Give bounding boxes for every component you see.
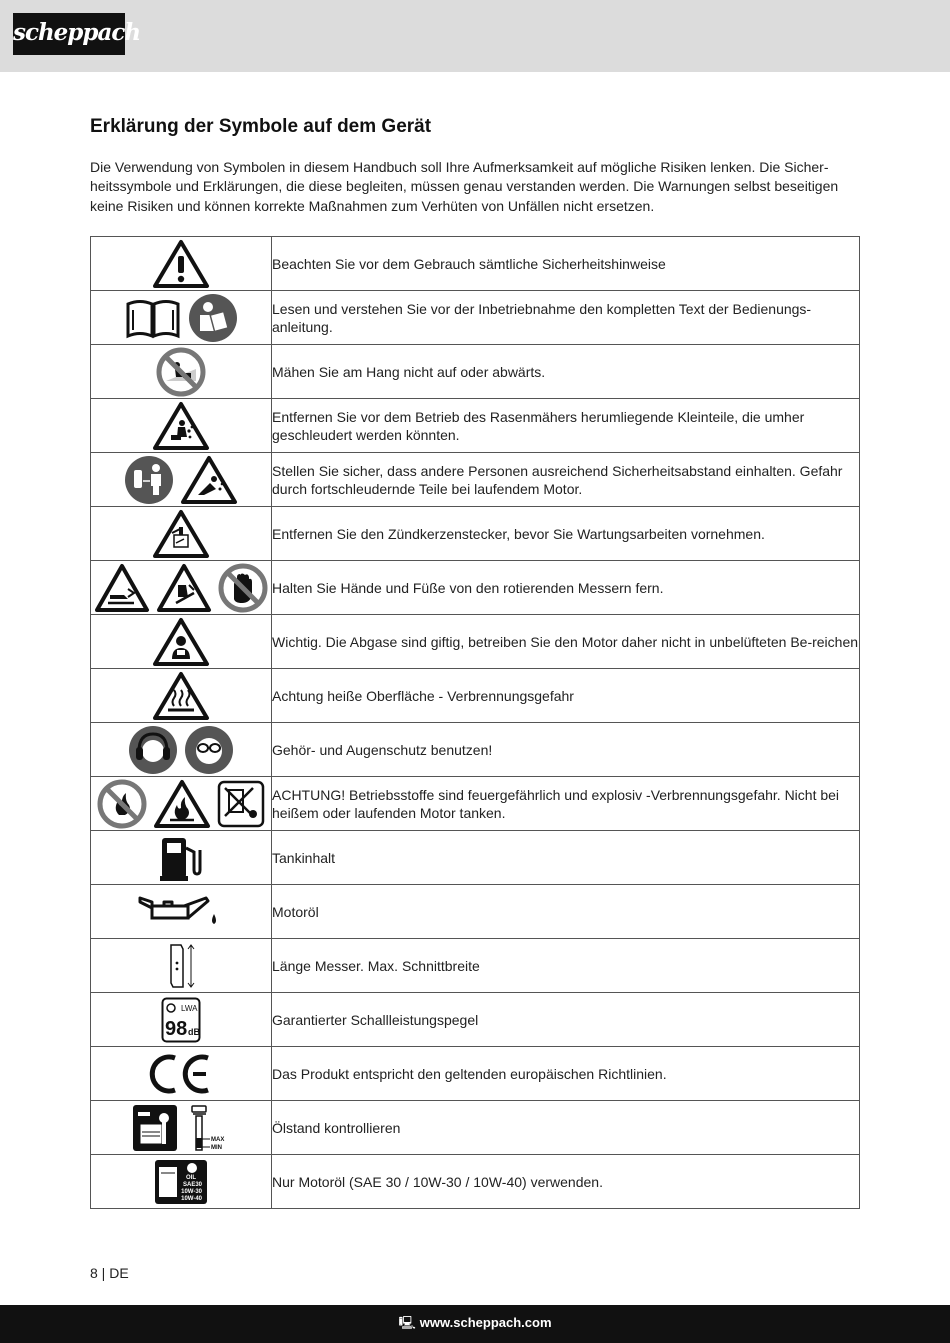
keep-distance-icon — [124, 455, 174, 505]
row-text: ACHTUNG! Betriebsstoffe sind feuergefährlich und explosiv -Verbrennungsgefahr. Nicht bei heißem oder laufenden Motor tanken. — [272, 777, 860, 831]
row-text: Stellen Sie sicher, dass andere Personen ausreichend Sicherheitsabstand einhalten. Gefahr durch fortschleudernde Teile bei laufendem Motor. — [272, 453, 860, 507]
table-row — [91, 777, 860, 831]
row-text: Ölstand kontrollieren — [272, 1101, 860, 1155]
table-row — [91, 723, 860, 777]
table-row — [91, 291, 860, 345]
table-row — [91, 939, 860, 993]
dipstick-min-label: MIN — [211, 1144, 223, 1151]
table-row — [91, 1155, 860, 1209]
toxic-fumes-warning-icon — [152, 617, 210, 667]
table-row — [91, 1047, 860, 1101]
blade-length-icon — [161, 941, 201, 991]
warning-triangle-icon — [152, 239, 210, 289]
oil-10w40: 10W-40 — [181, 1195, 202, 1202]
page-title: Erklärung der Symbole auf dem Gerät — [90, 116, 432, 137]
row-text: Länge Messer. Max. Schnittbreite — [272, 939, 860, 993]
row-text: Mähen Sie am Hang nicht auf oder abwärts. — [272, 345, 860, 399]
fuel-pump-icon — [158, 834, 204, 882]
sound-value: 98 — [165, 1017, 188, 1040]
table-row — [91, 453, 860, 507]
table-row — [91, 1101, 860, 1155]
hot-surface-warning-icon — [152, 671, 210, 721]
no-refuel-running-icon — [217, 780, 265, 828]
ear-protection-icon — [128, 725, 178, 775]
flammable-warning-icon — [153, 779, 211, 829]
table-row — [91, 345, 860, 399]
page-number: 8 | DE — [90, 1265, 129, 1281]
table-row — [91, 993, 860, 1047]
sound-label: LWA — [181, 1003, 198, 1013]
read-manual-icon — [188, 293, 238, 343]
oil-check-icon — [132, 1104, 178, 1152]
website-link[interactable]: www.scheppach.com — [419, 1315, 552, 1330]
table-row — [91, 885, 860, 939]
no-hands-icon — [218, 563, 268, 613]
row-text: Entfernen Sie vor dem Betrieb des Rasenmähers herumliegende Kleinteile, die umher geschleudert werden könnten. — [272, 399, 860, 453]
intro-paragraph: Die Verwendung von Symbolen in diesem Handbuch soll Ihre Aufmerksamkeit auf mögliche Risiken lenken. Die Sicher-heitssymbole und Erklärungen, die diese begleiten, müssen genau verstanden werden. Die Warnungen selbst beseitigen keine Risiken und können korrekte Maßnahmen zum Verhüten von Unfällen nicht ersetzen. — [90, 159, 839, 214]
row-text: Beachten Sie vor dem Gebrauch sämtliche Sicherheitshinweise — [272, 237, 860, 291]
open-book-icon — [124, 296, 182, 340]
symbols-table — [90, 236, 860, 1209]
oil-label: OIL — [186, 1174, 196, 1181]
table-row — [91, 831, 860, 885]
brand-logo: scheppach — [13, 13, 125, 55]
row-text: Gehör- und Augenschutz benutzen! — [272, 723, 860, 777]
flying-parts-warning-icon — [180, 455, 238, 505]
header-band — [0, 0, 950, 72]
spark-plug-warning-icon — [152, 509, 210, 559]
row-text: Entfernen Sie den Zündkerzenstecker, bevor Sie Wartungsarbeiten vornehmen. — [272, 507, 860, 561]
row-text: Nur Motoröl (SAE 30 / 10W-30 / 10W-40) verwenden. — [272, 1155, 860, 1209]
blade-hand-warning-icon — [156, 563, 212, 613]
table-row — [91, 507, 860, 561]
dipstick-icon — [184, 1104, 230, 1152]
oil-type-icon — [154, 1159, 208, 1205]
row-text: Das Produkt entspricht den geltenden europäischen Richtlinien. — [272, 1047, 860, 1101]
row-text: Achtung heiße Oberfläche - Verbrennungsgefahr — [272, 669, 860, 723]
debris-warning-icon — [152, 401, 210, 451]
no-slope-mowing-icon — [156, 347, 206, 397]
sound-unit: dB — [188, 1026, 200, 1037]
table-row — [91, 399, 860, 453]
table-row — [91, 669, 860, 723]
table-row — [91, 561, 860, 615]
blade-foot-warning-icon — [94, 563, 150, 613]
ce-mark-icon — [148, 1052, 214, 1096]
row-text: Halten Sie Hände und Füße von den rotierenden Messern fern. — [272, 561, 860, 615]
dipstick-max-label: MAX — [211, 1136, 225, 1143]
no-fire-icon — [97, 779, 147, 829]
oil-10w30: 10W-30 — [181, 1188, 202, 1195]
oil-sae30: SAE30 — [182, 1181, 202, 1188]
footer-band — [0, 1305, 950, 1343]
sound-power-icon — [161, 997, 201, 1043]
table-row — [91, 615, 860, 669]
row-text: Motoröl — [272, 885, 860, 939]
row-text: Lesen und verstehen Sie vor der Inbetriebnahme den kompletten Text der Bedienungs-anleitung. — [272, 291, 860, 345]
monitor-icon: 🖳 — [398, 1315, 416, 1330]
row-text: Garantierter Schallleistungspegel — [272, 993, 860, 1047]
eye-protection-icon — [184, 725, 234, 775]
row-text: Tankinhalt — [272, 831, 860, 885]
row-text: Wichtig. Die Abgase sind giftig, betreiben Sie den Motor daher nicht in unbelüfteten Be-reichen — [272, 615, 860, 669]
table-row — [91, 237, 860, 291]
oil-can-icon — [138, 892, 224, 932]
